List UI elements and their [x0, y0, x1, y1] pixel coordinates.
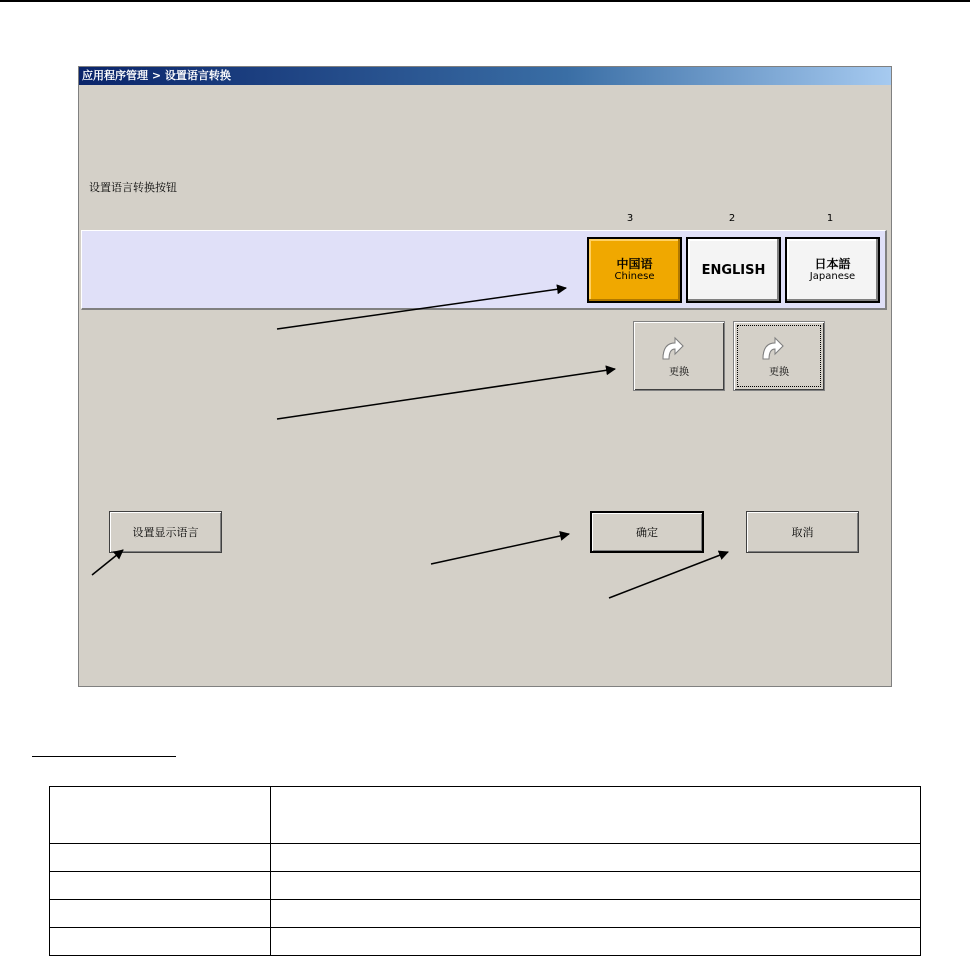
heading-underline	[32, 756, 176, 757]
table-row	[50, 844, 921, 872]
order-number: 1	[826, 213, 834, 224]
swap-button-label: 更换	[769, 366, 789, 378]
table-row	[50, 787, 921, 844]
language-button-sublabel: Chinese	[614, 271, 655, 282]
table-row	[50, 872, 921, 900]
table-row	[50, 928, 921, 956]
spec-table	[49, 786, 921, 956]
table-cell	[50, 844, 271, 872]
section-label: 设置语言转换按钮	[89, 181, 177, 194]
language-button-label: ENGLISH	[701, 262, 766, 278]
swap-button-right[interactable]	[733, 321, 825, 391]
window-title: 应用程序管理 > 设置语言转换	[79, 67, 891, 85]
top-rule	[0, 0, 970, 2]
table-cell	[50, 900, 271, 928]
table-cell	[271, 928, 921, 956]
swap-button-label: 更换	[669, 366, 689, 378]
language-button-label: 中国语	[616, 257, 653, 271]
language-button-chinese[interactable]	[587, 237, 682, 303]
table-cell	[50, 872, 271, 900]
ok-button[interactable]: 确定	[590, 511, 704, 553]
order-number: 2	[728, 213, 736, 224]
dialog-window	[78, 66, 892, 687]
order-number: 3	[626, 213, 634, 224]
table-cell	[271, 900, 921, 928]
language-button-english[interactable]	[686, 237, 781, 303]
language-button-label: 日本語	[814, 257, 851, 271]
swap-arrows-icon	[659, 335, 699, 361]
table-cell	[271, 872, 921, 900]
table-cell	[50, 928, 271, 956]
swap-button-left[interactable]	[633, 321, 725, 391]
language-button-japanese[interactable]	[785, 237, 880, 303]
table-cell	[271, 787, 921, 844]
table-row	[50, 900, 921, 928]
language-button-sublabel: Japanese	[809, 271, 856, 282]
cancel-button[interactable]: 取消	[746, 511, 859, 553]
table-cell	[271, 844, 921, 872]
table-cell	[50, 787, 271, 844]
swap-arrows-icon	[759, 335, 799, 361]
set-display-language-button[interactable]: 设置显示语言	[109, 511, 222, 553]
